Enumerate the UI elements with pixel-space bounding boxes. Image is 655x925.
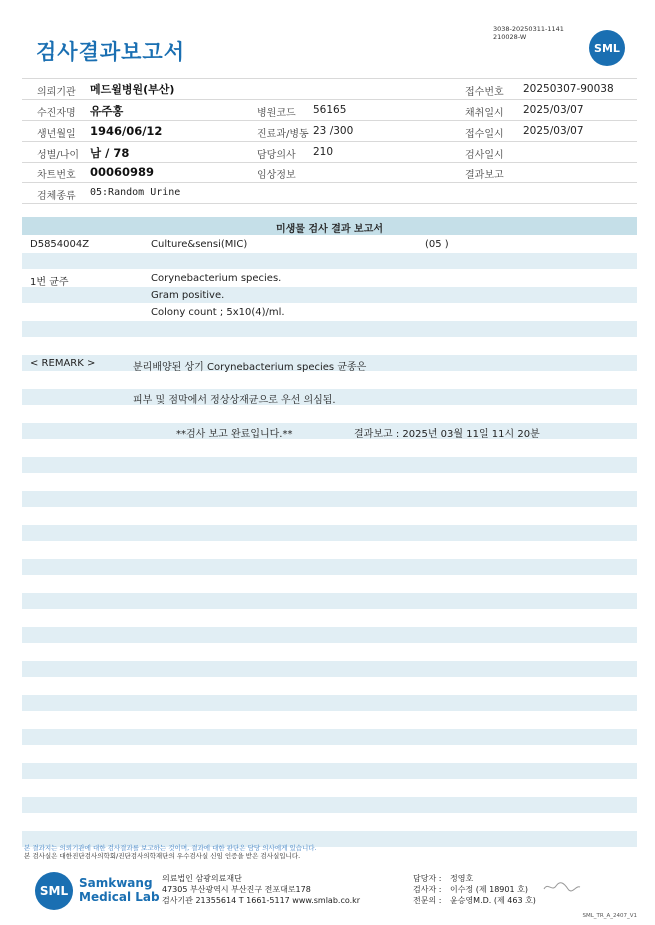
- row-band: [22, 423, 637, 439]
- test-code: D5854004Z: [30, 239, 90, 250]
- page-title: 검사결과보고서: [36, 40, 186, 64]
- report-time-text: 결과보고 : 2025년 03월 11일 11시 20분: [354, 429, 540, 440]
- org-contact: 검사기관 21355614 T 1661-5117 www.smlab.co.kr: [162, 896, 361, 905]
- document-id: [493, 25, 564, 41]
- specimen-label: 검체종류: [37, 191, 76, 202]
- tester-label: 검사자 :: [413, 885, 442, 894]
- divider: [22, 162, 637, 163]
- receipt-no-label: 접수번호: [465, 87, 504, 98]
- doctor-label: 담당의사: [257, 150, 296, 161]
- hospital-code-label: 병원코드: [257, 108, 296, 119]
- row-band: [22, 525, 637, 541]
- doctor-value: 210: [313, 146, 334, 158]
- test-sequence: (05 ): [425, 239, 449, 250]
- isolate-organism: Corynebacterium species.: [151, 273, 282, 284]
- divider: [22, 182, 637, 183]
- isolate-colony-count: Colony count ; 5x10(4)/ml.: [151, 307, 285, 318]
- row-band: [22, 321, 637, 337]
- row-band: [22, 695, 637, 711]
- row-band: [22, 797, 637, 813]
- org-address: 47305 부산광역시 부산진구 전포대로178: [162, 885, 311, 894]
- row-band: [22, 457, 637, 473]
- brand-name: [79, 876, 160, 904]
- remark-line-2: 피부 및 점막에서 정상상재균으로 우선 의심됨.: [133, 395, 336, 406]
- divider: [22, 141, 637, 142]
- chart-no-label: 차트번호: [37, 170, 76, 181]
- collect-date-label: 채취일시: [465, 108, 504, 119]
- isolate-gram: Gram positive.: [151, 290, 225, 301]
- specialist-label: 전문의 :: [413, 896, 442, 905]
- tester-name: 이수정 (제 18901 호): [450, 885, 528, 894]
- row-band: [22, 627, 637, 643]
- divider: [22, 78, 637, 79]
- sml-footer-logo-icon: SML: [35, 872, 73, 910]
- clinical-info-label: 임상정보: [257, 170, 296, 181]
- institution-value: 메드윌병원(부산): [90, 83, 175, 96]
- test-name: Culture&sensi(MIC): [151, 239, 248, 250]
- footer-notice-1: 본 결과지는 의뢰기관에 대한 검사결과를 보고하는 것이며, 결과에 대한 판단은 담당 의사에게 있습니다.: [24, 844, 317, 852]
- footer-notice-2: 본 검사실은 대한진단검사의학회/진단검사의학재단의 우수검사실 신임 인증을 받은 검사실입니다.: [24, 852, 301, 860]
- row-band: [22, 559, 637, 575]
- row-band: [22, 253, 637, 269]
- row-band: [22, 593, 637, 609]
- sex-age-value: 남 / 78: [90, 146, 130, 160]
- report-complete-text: **검사 보고 완료입니다.**: [176, 429, 293, 440]
- divider: [22, 120, 637, 121]
- specimen-value: 05:Random Urine: [90, 187, 181, 198]
- dept-label: 진료과/병동: [257, 129, 309, 140]
- report-section-title: 미생물 검사 결과 보고서: [275, 224, 384, 235]
- collect-date-value: 2025/03/07: [523, 104, 584, 116]
- test-date-label: 검사일시: [465, 150, 504, 161]
- chart-no-value: 00060989: [90, 165, 155, 179]
- row-band: [22, 491, 637, 507]
- receipt-date-value: 2025/03/07: [523, 125, 584, 137]
- name-label: 수진자명: [37, 108, 76, 119]
- sml-logo-icon: SML: [589, 30, 625, 66]
- receipt-no-value: 20250307-90038: [523, 83, 614, 95]
- row-band: [22, 287, 637, 303]
- signature-icon: [542, 880, 582, 894]
- hospital-code-value: 56165: [313, 104, 347, 116]
- birth-value: 1946/06/12: [90, 124, 163, 138]
- remark-label: < REMARK >: [30, 358, 96, 369]
- name-value: 유주홍: [90, 104, 124, 118]
- receipt-date-label: 접수일시: [465, 129, 504, 140]
- remark-line-1: 분리배양된 상기 Corynebacterium species 균종은: [133, 362, 367, 373]
- staff-label: 담당자 :: [413, 874, 442, 883]
- dept-value: 23 /300: [313, 125, 354, 137]
- birth-label: 생년월일: [37, 129, 76, 140]
- document-id-line2: 210028-W: [493, 33, 527, 41]
- row-band: [22, 729, 637, 745]
- brand-line-2: Medical Lab: [79, 890, 160, 904]
- sex-age-label: 성별/나이: [37, 150, 80, 161]
- staff-name: 정영호: [450, 874, 474, 883]
- isolate-label: 1번 균주: [30, 277, 69, 288]
- brand-line-1: Samkwang: [79, 876, 153, 890]
- document-id-line1: 3038-20250311-1141: [493, 25, 564, 33]
- specialist-name: 윤승영M.D. (제 463 호): [450, 896, 536, 905]
- row-band: [22, 763, 637, 779]
- org-name: 의료법인 삼광의료재단: [162, 874, 242, 883]
- institution-label: 의뢰기관: [37, 87, 76, 98]
- row-band: [22, 661, 637, 677]
- result-report-label: 결과보고: [465, 170, 504, 181]
- form-code: SML_TR_A_2407_V1: [582, 913, 637, 919]
- divider: [22, 99, 637, 100]
- divider: [22, 203, 637, 204]
